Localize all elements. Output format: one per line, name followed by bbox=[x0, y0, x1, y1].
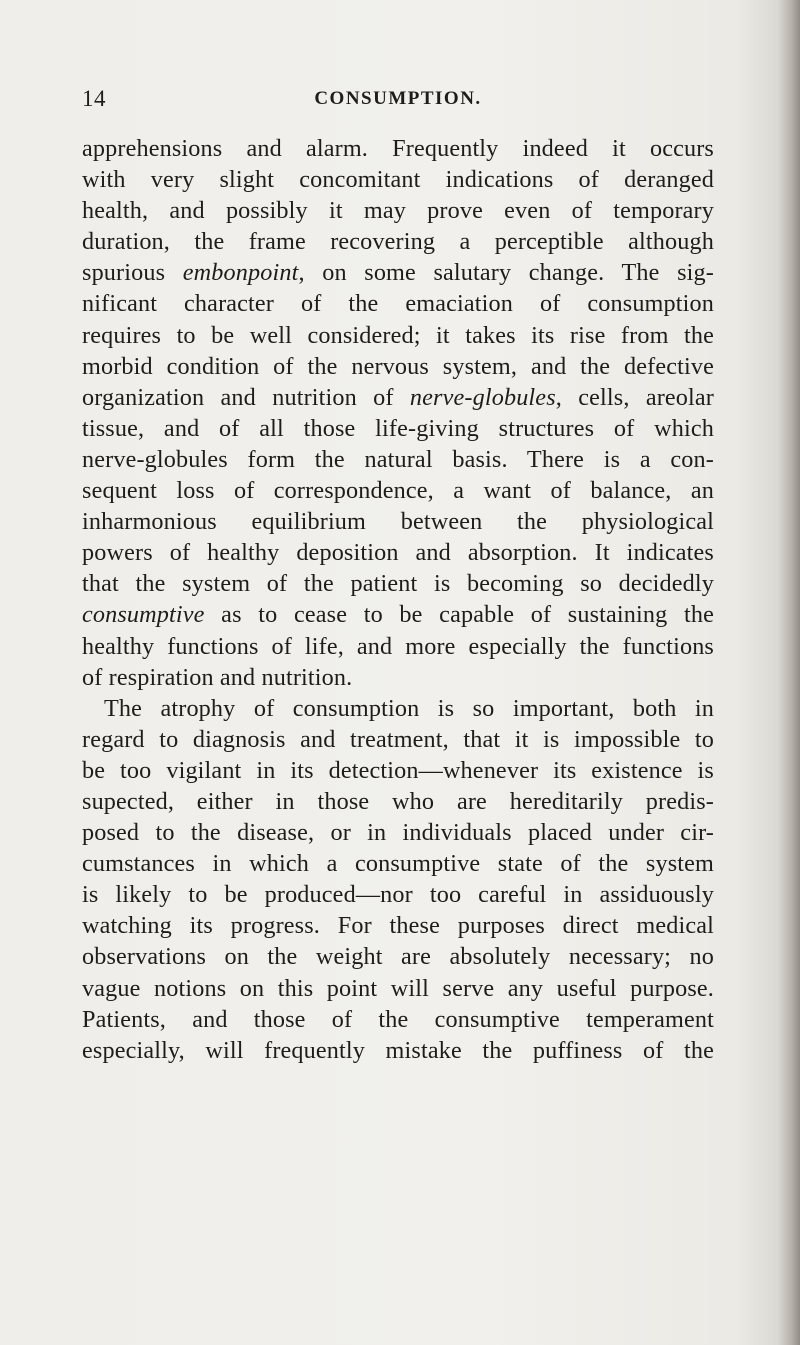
text-line: supected, either in those who are hereditarily predis- bbox=[82, 787, 714, 815]
text-line: requires to be well considered; it takes its rise from the bbox=[82, 321, 714, 349]
body-text bbox=[82, 133, 714, 1066]
text-line: health, and possibly it may prove even of temporary bbox=[82, 197, 714, 225]
text-line: regard to diagnosis and treatment, that it is impossible to bbox=[82, 725, 714, 753]
running-head: CONSUMPTION. bbox=[314, 88, 482, 109]
text-line: watching its progress. For these purposes direct medical bbox=[82, 912, 714, 940]
text-line-paragraph-end: of respiration and nutrition. bbox=[82, 663, 353, 691]
text-line: organization and nutrition of nerve-globules, cells, areolar bbox=[82, 383, 714, 411]
text-line: posed to the disease, or in individuals placed under cir- bbox=[82, 819, 714, 847]
text-line: spurious embonpoint, on some salutary change. The sig- bbox=[82, 259, 714, 287]
page-header bbox=[82, 86, 714, 112]
text-line: duration, the frame recovering a perceptible although bbox=[82, 228, 714, 256]
italic-term: embonpoint bbox=[182, 259, 299, 287]
text-line: powers of healthy deposition and absorption. It indicates bbox=[82, 539, 714, 567]
page-edge-shadow bbox=[778, 0, 800, 1345]
text-line: especially, will frequently mistake the puffiness of the bbox=[82, 1036, 714, 1064]
text-line: nificant character of the emaciation of consumption bbox=[82, 290, 714, 318]
text-line-paragraph-start: The atrophy of consumption is so important, both in bbox=[104, 694, 714, 722]
text-line: nerve-globules form the natural basis. There is a con- bbox=[82, 445, 714, 473]
text-line: be too vigilant in its detection—whenever its existence is bbox=[82, 756, 714, 784]
text-line: vague notions on this point will serve any useful purpose. bbox=[82, 974, 714, 1002]
text-line: sequent loss of correspondence, a want of balance, an bbox=[82, 477, 714, 505]
text-line: consumptive as to cease to be capable of sustaining the bbox=[82, 601, 714, 629]
text-line: with very slight concomitant indications of deranged bbox=[82, 166, 714, 194]
text-line: is likely to be produced—nor too careful in assiduously bbox=[82, 881, 714, 909]
italic-term: consumptive bbox=[82, 601, 205, 629]
text-line: inharmonious equilibrium between the physiological bbox=[82, 508, 714, 536]
text-line: apprehensions and alarm. Frequently indeed it occurs bbox=[82, 135, 714, 162]
text-line: that the system of the patient is becoming so decidedly bbox=[82, 570, 714, 598]
text-line: healthy functions of life, and more especially the functions bbox=[82, 632, 714, 660]
text-line: observations on the weight are absolutely necessary; no bbox=[82, 943, 714, 971]
text-line: tissue, and of all those life-giving structures of which bbox=[82, 414, 714, 442]
page-number: 14 bbox=[82, 86, 106, 111]
text-line: Patients, and those of the consumptive temperament bbox=[82, 1005, 714, 1033]
italic-term: nerve-globules bbox=[409, 383, 556, 411]
text-line: cumstances in which a consumptive state of the system bbox=[82, 850, 714, 878]
text-line: morbid condition of the nervous system, and the defective bbox=[82, 352, 714, 380]
